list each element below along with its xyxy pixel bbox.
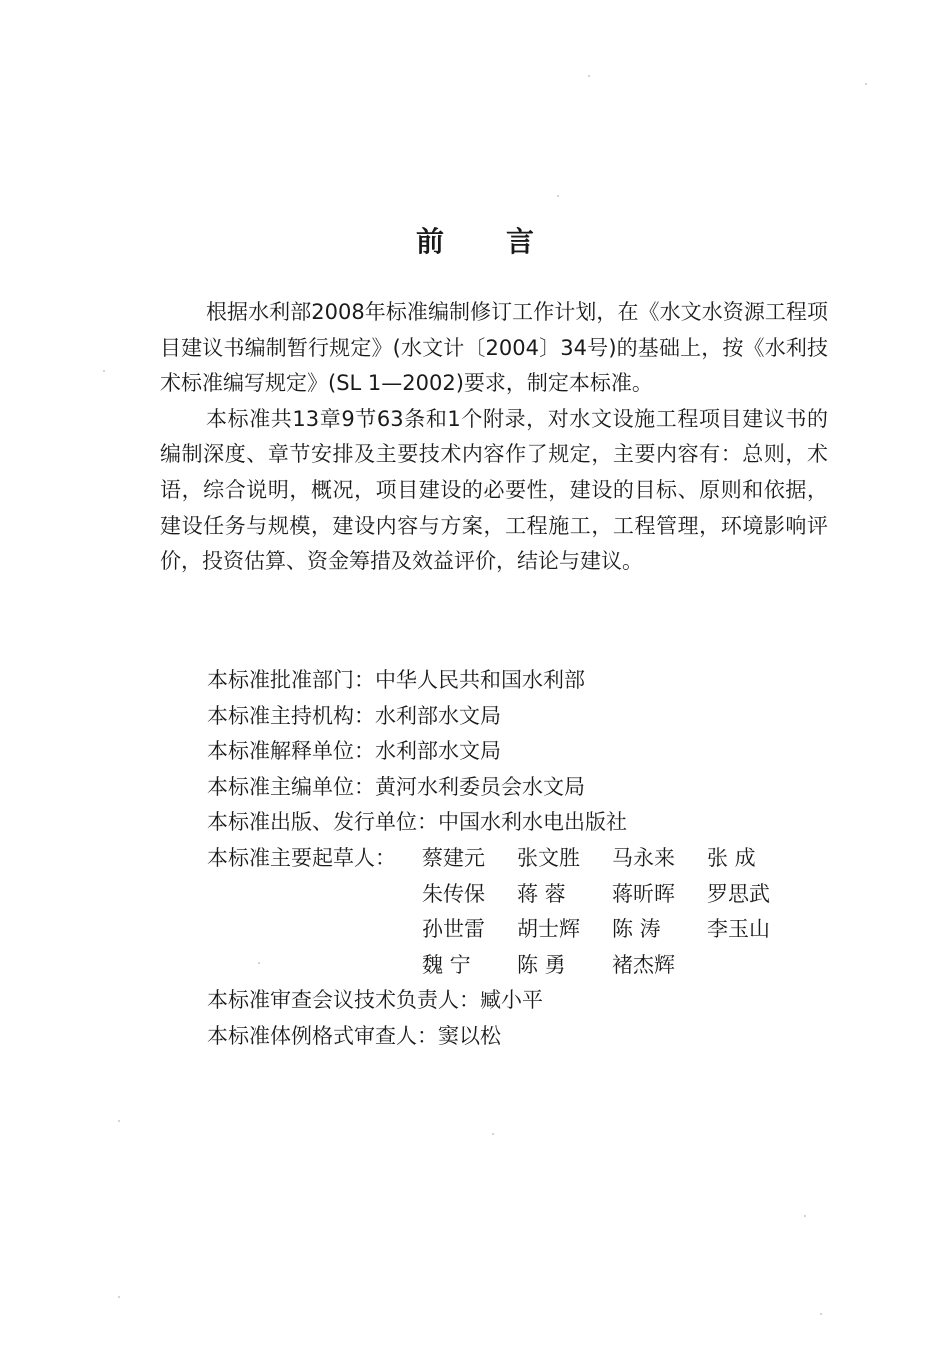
scan-speck [588, 75, 590, 77]
approval-dept: 本标准批准部门：中华人民共和国水利部 [207, 668, 585, 692]
drafter-name: 孙世雷 [422, 917, 485, 942]
scan-speck [804, 1215, 806, 1217]
chief-editor-unit: 本标准主编单位：黄河水利委员会水文局 [207, 774, 585, 799]
drafter-name: 陈 涛 [612, 917, 661, 942]
scan-speck [258, 962, 260, 964]
host-org: 本标准主持机构：水利部水文局 [207, 703, 501, 728]
drafter-name: 胡士辉 [517, 917, 580, 942]
standard-info [207, 663, 770, 1055]
drafter-name: 罗思武 [707, 881, 770, 906]
foreword-body [160, 295, 828, 580]
paragraph-2: 本标准共13章9节63条和1个附录，对水文设施工程项目建议书的编制深度、章节安排及主要技术内容作了规定，主要内容有：总则，术语，综合说明，概况，项目建设的必要性，建设的目标、原则和依据，建设任务与规模，建设内容与方案，工程施工，工程管理，环境影响评价，投资估算、资金筹措及效益评价，结论与建议。 [160, 406, 828, 574]
scan-speck [118, 1120, 120, 1122]
drafter-name: 蒋 蓉 [517, 881, 566, 906]
drafters-label: 本标准主要起草人： [207, 845, 396, 870]
scan-speck [118, 1296, 120, 1298]
drafters-grid [422, 841, 802, 983]
drafter-row [422, 948, 802, 984]
drafter-name: 张 成 [707, 845, 756, 870]
drafter-name: 褚杰辉 [612, 952, 675, 977]
paragraph-1: 根据水利部2008年标准编制修订工作计划，在《水文水资源工程项目建议书编制暂行规定》(水文计〔2004〕34号)的基础上，按《水利技术标准编写规定》(SL 1—2002)要求，制定本标准。 [160, 300, 828, 396]
drafter-name: 张文胜 [517, 845, 580, 870]
review-tech-lead: 本标准审查会议技术负责人：臧小平 [207, 988, 543, 1013]
drafter-name: 魏 宁 [422, 952, 471, 977]
drafter-row [422, 841, 802, 877]
drafter-name: 朱传保 [422, 881, 485, 906]
scan-speck [820, 1313, 822, 1315]
scan-speck [492, 1133, 494, 1135]
drafter-row [422, 877, 802, 913]
drafter-name: 蒋昕晖 [612, 881, 675, 906]
drafter-name: 蔡建元 [422, 845, 485, 870]
drafter-name: 陈 勇 [517, 952, 566, 977]
drafter-name: 李玉山 [707, 917, 770, 942]
scan-speck [865, 83, 867, 85]
title-text: 前言 [415, 225, 596, 258]
drafter-name: 马永来 [612, 845, 675, 870]
format-reviewer: 本标准体例格式审查人：窦以松 [207, 1023, 501, 1048]
scan-speck [103, 370, 105, 372]
publisher: 本标准出版、发行单位：中国水利水电出版社 [207, 810, 627, 835]
page-title [0, 222, 950, 262]
interpretation-unit: 本标准解释单位：水利部水文局 [207, 739, 501, 764]
drafters-section [207, 841, 770, 983]
scan-speck [557, 195, 559, 197]
drafter-row [422, 912, 802, 948]
